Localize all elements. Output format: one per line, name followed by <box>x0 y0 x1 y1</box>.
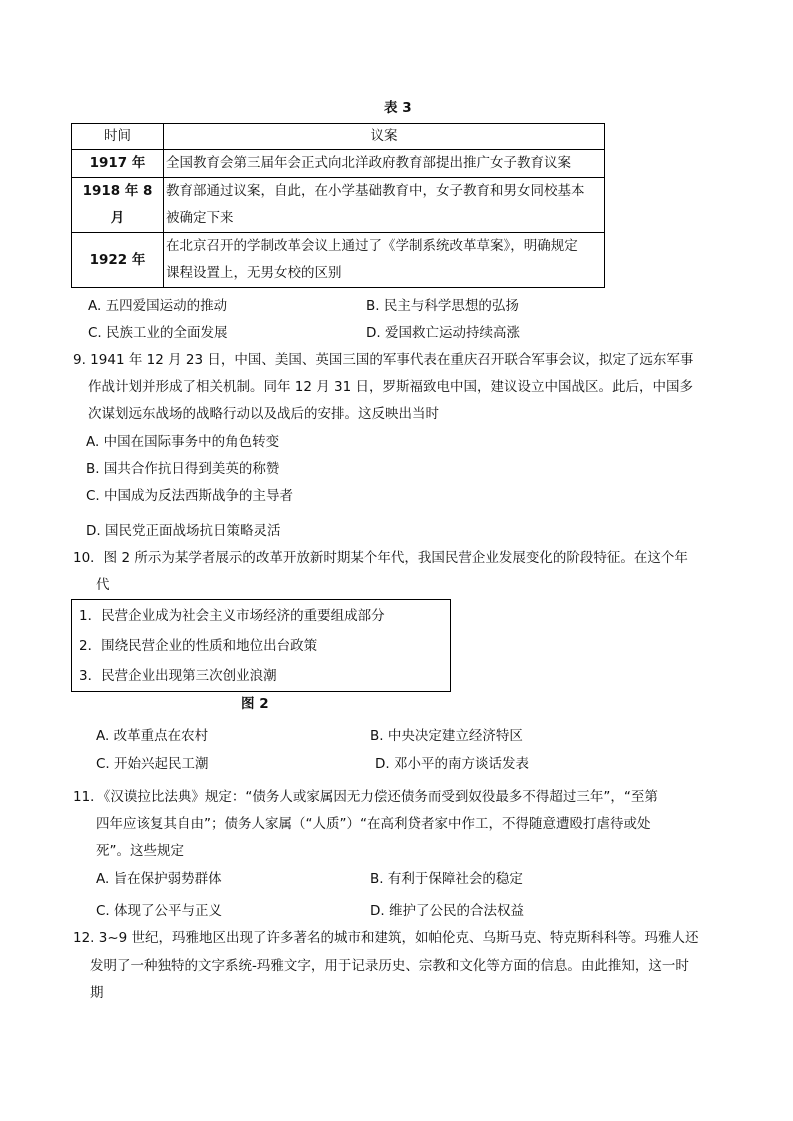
table-3-caption: 表 3 <box>384 100 412 116</box>
q10-option-a: A. 改革重点在农村 <box>96 728 209 744</box>
q8-option-a: A. 五四爱国运动的推动 <box>88 298 228 314</box>
q9-stem-line: 作战计划并形成了相关机制。同年 12 月 31 日，罗斯福致电中国，建议设立中国战区。此后，中国多 <box>88 379 694 395</box>
row-time: 1917 年 <box>72 150 164 178</box>
figure-item: 3．民营企业出现第三次创业浪潮 <box>79 668 277 684</box>
row-proposal-line: 课程设置上，无男女校的区别 <box>166 265 342 281</box>
q9-option-b: B. 国共合作抗日得到美英的称赞 <box>86 461 280 477</box>
table-row <box>72 178 605 233</box>
q9-option-d: D. 国民党正面战场抗日策略灵活 <box>86 523 281 539</box>
q11-stem-line: 四年应该复其自由”；债务人家属（“人质”）“在高利贷者家中作工，不得随意遭殴打虐待或处 <box>96 816 651 832</box>
row-proposal-line: 全国教育会第三届年会正式向北洋政府教育部提出推广女子教育议案 <box>166 155 571 171</box>
row-proposal-line: 被确定下来 <box>166 210 234 226</box>
q12-stem-line: 12. 3~9 世纪，玛雅地区出现了许多著名的城市和建筑，如帕伦克、乌斯马克、特克斯科科等。玛雅人还 <box>73 930 699 946</box>
figure-2-box <box>71 599 451 692</box>
figure-2-caption: 图 2 <box>241 696 269 712</box>
row-proposal <box>164 178 605 233</box>
header-proposal: 议案 <box>164 124 605 150</box>
row-proposal <box>164 233 605 288</box>
q8-option-c: C. 民族工业的全面发展 <box>88 325 228 341</box>
figure-item: 1．民营企业成为社会主义市场经济的重要组成部分 <box>79 608 385 624</box>
q10-option-c: C. 开始兴起民工潮 <box>96 756 209 772</box>
q10-option-b: B. 中央决定建立经济特区 <box>370 728 523 744</box>
q11-option-d: D. 维护了公民的合法权益 <box>370 903 524 919</box>
q10-option-d: D. 邓小平的南方谈话发表 <box>375 756 529 772</box>
q11-stem-line: 11．《汉谟拉比法典》规定：“债务人或家属因无力偿还债务而受到奴役最多不得超过三年”，“至第 <box>73 789 658 805</box>
row-time: 1918 年 8 月 <box>72 178 164 233</box>
q11-stem-line: 死”。这些规定 <box>96 843 184 859</box>
q11-option-b: B. 有利于保障社会的稳定 <box>370 871 523 887</box>
q12-stem-line: 期 <box>90 985 104 1001</box>
row-proposal-line: 在北京召开的学制改革会议上通过了《学制系统改革草案》，明确规定 <box>166 238 578 254</box>
q10-stem-line: 代 <box>96 577 110 593</box>
q8-option-b: B. 民主与科学思想的弘扬 <box>366 298 519 314</box>
figure-item: 2．围绕民营企业的性质和地位出台政策 <box>79 638 318 654</box>
row-proposal-line: 教育部通过议案，自此，在小学基础教育中，女子教育和男女同校基本 <box>166 183 585 199</box>
q8-option-d: D. 爱国救亡运动持续高涨 <box>366 325 520 341</box>
q9-stem-line: 9. 1941 年 12 月 23 日，中国、美国、英国三国的军事代表在重庆召开联合军事会议，拟定了远东军事 <box>73 352 694 368</box>
q11-option-c: C. 体现了公平与正义 <box>96 903 223 919</box>
table-row <box>72 150 605 178</box>
q9-stem-line: 次谋划远东战场的战略行动以及战后的安排。这反映出当时 <box>88 406 439 422</box>
table-row <box>72 233 605 288</box>
header-time: 时间 <box>72 124 164 150</box>
q10-stem-line: 10．图 2 所示为某学者展示的改革开放新时期某个年代，我国民营企业发展变化的阶段特征。在这个年 <box>73 550 688 566</box>
q9-option-a: A. 中国在国际事务中的角色转变 <box>86 434 280 450</box>
row-time: 1922 年 <box>72 233 164 288</box>
table-3 <box>71 123 605 288</box>
table-header-row <box>72 124 605 150</box>
q11-option-a: A. 旨在保护弱势群体 <box>96 871 222 887</box>
q9-option-c: C. 中国成为反法西斯战争的主导者 <box>86 488 294 504</box>
q12-stem-line: 发明了一种独特的文字系统-玛雅文字，用于记录历史、宗教和文化等方面的信息。由此推知，这一时 <box>90 958 689 974</box>
row-proposal <box>164 150 605 178</box>
